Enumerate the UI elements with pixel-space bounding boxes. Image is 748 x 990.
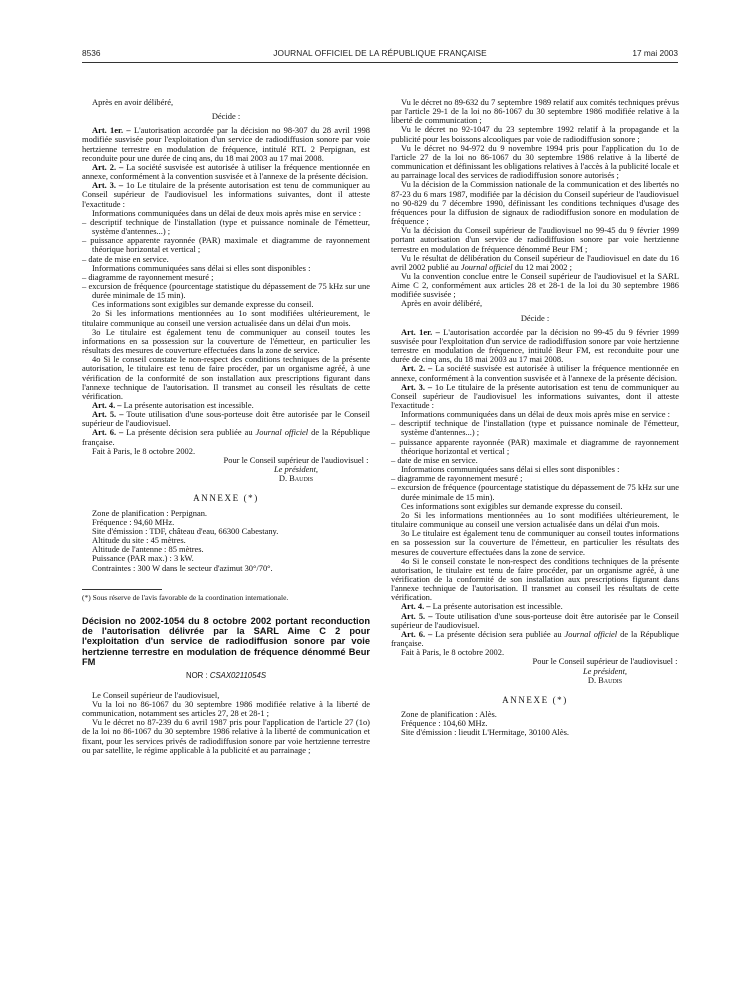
- signatory-name: D. Baudis: [278, 473, 314, 484]
- deliberation-line: Après en avoir délibéré,: [401, 298, 483, 309]
- article-text: La société susvisée est autorisée à utiliser la fréquence mentionnée en annexe, conformément à la convention susvisée et à l'annexe de la présente décision.: [82, 161, 371, 182]
- body-paragraph: Ces informations sont exigibles sur demande expresse du conseil.: [401, 500, 623, 511]
- list-item: – diagramme de rayonnement mesuré ;: [391, 473, 523, 484]
- signature-line: Pour le Conseil supérieur de l'audiovisuel :: [532, 656, 678, 667]
- body-text: Vu le résultat de délibération du Conseil supérieur de l'audiovisuel en date du 16 avril 2002 publié au: [391, 252, 679, 272]
- article-6: [391, 630, 679, 648]
- journal-officiel-ref: Journal officiel: [460, 261, 513, 272]
- article-label: Art. 6. –: [92, 427, 124, 438]
- article-label: Art. 2. –: [92, 161, 124, 172]
- body-paragraph: Vu le décret no 92-1047 du 23 septembre 1992 relatif à la propagande et la publicité pour les boissons alcooliques par voie de radiodiffusion sonore ;: [391, 124, 679, 144]
- article-text: Toute utilisation d'une sous-porteuse doit être autorisée par le Conseil supérieur de l'audiovisuel.: [391, 610, 679, 630]
- article-text: de la République française.: [391, 628, 680, 649]
- article-text: La présente décision sera publiée au: [435, 628, 562, 639]
- body-paragraph: Vu le décret no 94-972 du 9 novembre 1994 pris pour l'application du 1o de l'article 27 de la loi no 86-1067 du 30 septembre 1986 relative à la liberté de communication et définissant les obligations relatives à l'accès à la publicité locale et au parrainage local des services de radiodiffusion sonore autorisés ;: [391, 142, 679, 181]
- body-paragraph: Vu le décret no 89-632 du 7 septembre 1989 relatif aux comités techniques prévus par l'article 29-1 de la loi no 86-1067 du 30 septembre 1986 modifiée relative à la liberté de communication ;: [391, 97, 679, 126]
- signature-line: Pour le Conseil supérieur de l'audiovisuel :: [223, 454, 369, 465]
- nor-label: NOR :: [185, 670, 208, 680]
- body-paragraph: Vu la décision du Conseil supérieur de l'audiovisuel no 99-45 du 9 février 1999 portant autorisation d'un service de radiodiffusion sonore par voie hertzienne terrestre en modulation de fréquence dénommé Beur FM ;: [391, 225, 679, 254]
- info-list: [82, 218, 370, 264]
- article-text: La présente autorisation est incessible.: [123, 400, 254, 410]
- annexe-line: Altitude de l'antenne : 85 mètres.: [92, 544, 204, 555]
- body-paragraph: Vu la loi no 86-1067 du 30 septembre 1986 modifiée relative à la liberté de communication, notamment ses articles 27, 28 et 28-1 ;: [82, 699, 370, 719]
- article-text: La présente autorisation est incessible.: [432, 601, 563, 612]
- list-item: – excursion de fréquence (pourcentage statistique du dépassement de 75 kHz sur une durée minimale de 15 min).: [82, 280, 370, 301]
- article-1: [391, 328, 679, 365]
- list-item: – puissance apparente rayonnée (PAR) maximale et diagramme de rayonnement théorique horizontal et vertical ;: [391, 436, 679, 456]
- nor-reference: [82, 671, 370, 680]
- article-label: Art. 5. –: [401, 610, 433, 621]
- article-label: Art. 4. –: [401, 601, 431, 612]
- body-paragraph: 3o Le titulaire est également tenu de communiquer au conseil toutes informations en sa possession sur la couverture de l'émetteur, en particulier les résultats des mesures de couverture effectuées dans la zone de service.: [391, 528, 679, 557]
- body-paragraph: 2o Si les informations mentionnées au 1o sont modifiées ultérieurement, le titulaire communique au conseil une version actualisée dans un délai d'un mois.: [82, 308, 370, 328]
- annexe-line: Zone de planification : Perpignan.: [92, 507, 208, 518]
- list-item: – descriptif technique de l'installation (type et puissance nominale de l'émetteur, système d'antennes...) ;: [391, 418, 679, 438]
- page-number: 8536: [82, 48, 101, 58]
- list-item: – diagramme de rayonnement mesuré ;: [82, 271, 214, 282]
- info-list: [391, 474, 679, 501]
- annexe-line: Contraintes : 300 W dans le secteur d'azimut 30°/70°.: [92, 562, 273, 573]
- info-paragraph: Informations communiquées dans un délai de deux mois après mise en service :: [401, 409, 670, 420]
- article-label: Art. 2. –: [401, 363, 433, 374]
- signature-title: Le président,: [582, 665, 628, 676]
- body-paragraph: Vu le décret no 87-239 du 6 avril 1987 pris pour l'application de l'article 27 (1o) de la loi no 86-1067 du 30 septembre 1986 relative à la liberté de communication et fixant, pour les services privés de radiodiffusion sonore par voie hertzienne terrestre ou par satellite, le régime applicable à la publicité et au parrainage ;: [82, 717, 370, 755]
- annexe-heading: ANNEXE (*): [502, 694, 568, 705]
- left-column: [82, 98, 370, 755]
- body-paragraph: Ces informations sont exigibles sur demande expresse du conseil.: [92, 299, 314, 310]
- article-2: [82, 163, 370, 181]
- body-paragraph: 3o Le titulaire est également tenu de communiquer au conseil toutes les informations en sa possession sur la couverture de l'émetteur, en particulier les résultats des mesures de couverture effectuées dans la zone de service.: [82, 326, 370, 356]
- list-item: – date de mise en service.: [391, 454, 478, 465]
- body-paragraph: 2o Si les informations mentionnées au 1o sont modifiées ultérieurement, le titulaire communique au conseil une version actualisée dans un délai d'un mois.: [391, 509, 679, 530]
- article-2: [391, 364, 679, 382]
- article-3: [82, 181, 370, 208]
- decide-heading: Décide :: [211, 111, 241, 122]
- page-header: [82, 48, 678, 62]
- article-text: Toute utilisation d'une sous-porteuse doit être autorisée par le Conseil supérieur de l'audiovisuel.: [82, 409, 370, 429]
- annexe-line: Fréquence : 94,60 MHz.: [92, 516, 175, 527]
- journal-officiel-ref: Journal officiel: [255, 427, 309, 438]
- article-label: Art. 6. –: [401, 628, 433, 639]
- annexe-heading: ANNEXE (*): [193, 493, 259, 504]
- article-text: 1o Le titulaire de la présente autorisation est tenu de communiquer au Conseil supérieur de l'audiovisuel les informations suivantes, dont il atteste l'exactitude :: [391, 381, 680, 410]
- body-paragraph: 4o Si le conseil constate le non-respect des conditions techniques de la présente autorisation, le titulaire est tenu de faire procéder, par un organisme agréé, à une vérification de la conformité de son installation aux prescriptions figurant dans l'annexe technique de l'autorisation. Il transmet au conseil les résultats de cette vérification.: [82, 354, 370, 401]
- article-text: La société susvisée est autorisée à utiliser la fréquence mentionnée en annexe, conformément à la convention susvisée et à l'annexe de la présente décision.: [391, 363, 680, 383]
- journal-officiel-ref: Journal officiel: [564, 628, 618, 639]
- body-paragraph: [391, 254, 679, 272]
- body-paragraph: 4o Si le conseil constate le non-respect des conditions techniques de la présente autorisation, le titulaire est tenu de faire procéder, par un organisme agréé, à une vérification de la conformité de son installation aux prescriptions figurant dans l'annexe technique de l'autorisation. Il transmet au conseil les résultats de cette vérification.: [391, 555, 679, 603]
- done-at: Fait à Paris, le 8 octobre 2002.: [401, 647, 505, 658]
- decision-title: Décision no 2002-1054 du 8 octobre 2002 portant reconduction de l'autorisation délivrée par la SARL Aime C 2 pour l'exploitation d'un service de radiodiffusion sonore par voie hertzienne terrestre en modulation de fréquence dénommé Beur FM: [82, 615, 370, 668]
- decide-heading: Décide :: [520, 312, 550, 323]
- info-paragraph: Informations communiquées sans délai si elles sont disponibles :: [92, 262, 311, 273]
- annexe-line: Zone de planification : Alès.: [401, 709, 497, 719]
- article-label: Art. 1er. –: [401, 326, 440, 337]
- article-text: La présente décision sera publiée au: [126, 427, 253, 438]
- header-rule: [82, 62, 678, 63]
- done-at: Fait à Paris, le 8 octobre 2002.: [92, 445, 196, 456]
- article-6: [82, 428, 370, 446]
- annexe-line: Altitude du site : 45 mètres.: [92, 535, 186, 546]
- list-item: – date de mise en service.: [82, 253, 169, 264]
- deliberation-line: Après en avoir délibéré,: [92, 97, 174, 107]
- signature-title: Le président,: [273, 464, 319, 475]
- body-text: du 12 mai 2002 ;: [514, 261, 572, 272]
- nor-code: CSAX0211054S: [209, 670, 267, 680]
- annexe-line: Site d'émission : lieudit L'Hermitage, 30100 Alès.: [401, 727, 570, 738]
- body-paragraph: Vu la décision de la Commission nationale de la communication et des libertés no 87-23 du 6 mars 1987, modifiée par la décision du Conseil supérieur de l'audiovisuel no 90-829 du 7 décembre 1990, définissant les conditions techniques d'usage des fréquences pour la diffusion de signaux de radiodiffusion sonore en modulation de fréquence ;: [391, 179, 679, 227]
- article-1: [82, 126, 370, 163]
- annexe-line: Fréquence : 104,60 MHz.: [401, 718, 488, 729]
- right-column: [391, 98, 679, 737]
- info-paragraph: Informations communiquées dans un délai de deux mois après mise en service :: [92, 207, 361, 218]
- body-paragraph: Le Conseil supérieur de l'audiovisuel,: [92, 689, 220, 700]
- body-paragraph: Vu la convention conclue entre le Conseil supérieur de l'audiovisuel et la SARL Aime C 2, conformément aux articles 28 et 28-1 de la loi du 30 septembre 1986 modifiée susvisée ;: [391, 270, 679, 300]
- footnote: (*) Sous réserve de l'avis favorable de la coordination internationale.: [82, 592, 289, 602]
- article-3: [391, 383, 679, 410]
- issue-date: 17 mai 2003: [632, 48, 678, 58]
- list-item: – puissance apparente rayonnée (PAR) maximale et diagramme de rayonnement théorique horizontal et vertical ;: [82, 235, 370, 255]
- article-5: [82, 410, 370, 428]
- article-label: Art. 5. –: [92, 409, 124, 420]
- article-text: de la République française.: [82, 427, 371, 447]
- annexe-line: Site d'émission : TDF, château d'eau, 66300 Cabestany.: [92, 525, 279, 536]
- journal-title: JOURNAL OFFICIEL DE LA RÉPUBLIQUE FRANÇAISE: [273, 48, 487, 58]
- info-list: [82, 273, 370, 300]
- list-item: – excursion de fréquence (pourcentage statistique du dépassement de 75 kHz sur une durée minimale de 15 min).: [391, 482, 679, 502]
- article-text: 1o Le titulaire de la présente autorisation est tenu de communiquer au Conseil supérieur de l'audiovisuel les informations suivantes, dont il atteste l'exactitude :: [82, 180, 371, 209]
- article-label: Art. 1er. –: [92, 125, 131, 136]
- article-text: L'autorisation accordée par la décision no 99-45 du 9 février 1999 susvisée pour l'exploitation d'un service de radiodiffusion sonore par voie hertzienne terrestre en modulation de fréquence, intitulé Beur FM, est reconduite pour une durée de cinq ans, du 18 mai 2003 au 17 mai 2008.: [391, 326, 679, 365]
- article-label: Art. 3. –: [92, 180, 124, 191]
- info-list: [391, 419, 679, 465]
- info-paragraph: Informations communiquées sans délai si elles sont disponibles :: [401, 464, 620, 475]
- list-item: – descriptif technique de l'installation (type et puissance nominale de l'émetteur, système d'antennes...) ;: [82, 216, 370, 237]
- article-label: Art. 3. –: [401, 381, 433, 392]
- annexe-line: Puissance (PAR max.) : 3 kW.: [92, 553, 194, 564]
- article-text: L'autorisation accordée par la décision no 98-307 du 28 avril 1998 modifiée susvisée pour l'exploitation d'un service de radiodiffusion sonore par voie hertzienne terrestre en modulation de fréquence, intitulé RTL 2 Perpignan, est reconduite pour une durée de cinq ans, du 18 mai 2003 au 17 mai 2008.: [82, 125, 371, 163]
- article-label: Art. 4. –: [92, 400, 122, 410]
- article-5: [391, 612, 679, 630]
- signatory-name: D. Baudis: [587, 674, 623, 685]
